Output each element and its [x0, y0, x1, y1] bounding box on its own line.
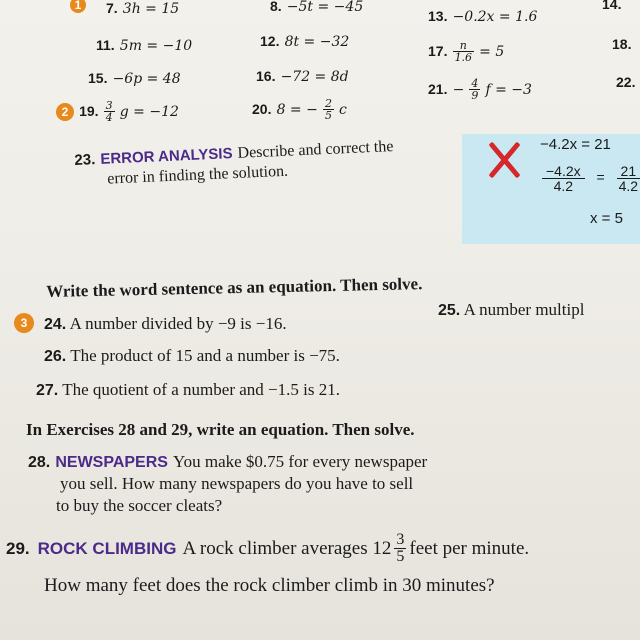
exercise-29-line-1a: A rock climber averages 12 — [182, 537, 392, 559]
exercise-number: 24. — [44, 316, 67, 333]
exercise-28 — [28, 452, 427, 516]
exercise-24 — [44, 314, 287, 334]
exercise-11 — [96, 35, 192, 54]
equation-lhs: − — [452, 82, 465, 98]
exercise-23 — [74, 136, 395, 190]
fraction-left: $\frac{-4.2x}{4.2}$ — [542, 164, 585, 193]
section-heading-exercises-28-29: In Exercises 28 and 29, write an equation. Then solve. — [26, 420, 415, 439]
exercise-number: 11. — [96, 37, 115, 53]
equation-rest: c — [339, 102, 347, 118]
exercise-text: The quotient of a number and −1.5 is 21. — [62, 380, 340, 399]
exercise-number: 16. — [256, 68, 276, 84]
exercise-number: 21. — [428, 81, 448, 97]
equation-rest: g = −12 — [119, 104, 179, 120]
equation: −6p = 48 — [112, 71, 181, 87]
exercise-27 — [36, 380, 340, 400]
exercise-28-line-1: You make $0.75 for every newspaper — [173, 452, 428, 471]
exercise-21 — [428, 78, 532, 101]
equals-sign: = — [596, 169, 605, 186]
exercise-number: 12. — [260, 33, 280, 49]
equation: −5t = −45 — [286, 0, 364, 15]
mixed-fraction: $\frac{3}{5}$ — [396, 531, 405, 565]
exercise-number: 28. — [28, 454, 51, 471]
error-line-2 — [542, 164, 640, 193]
exercise-number: 29. — [6, 538, 30, 558]
error-line-1: −4.2x = 21 — [540, 136, 611, 153]
red-x-icon — [484, 140, 524, 180]
exercise-text: A number divided by −9 is −16. — [69, 314, 287, 333]
section-badge-3: 3 — [14, 312, 34, 333]
exercise-number: 20. — [252, 101, 272, 117]
exercise-number: 14. — [602, 0, 622, 12]
exercise-20 — [252, 98, 347, 121]
exercise-22 — [616, 72, 635, 91]
exercise-28-line-3: to buy the soccer cleats? — [56, 496, 223, 515]
exercise-number: 7. — [106, 0, 118, 16]
fraction-right: $\frac{21}{4.2}$ — [618, 163, 639, 194]
exercise-15 — [88, 68, 181, 87]
exercise-number: 25. — [438, 302, 461, 319]
exercise-14 — [602, 0, 621, 13]
exercise-7 — [106, 0, 179, 17]
exercise-18 — [612, 34, 631, 53]
equation-rest: f = −3 — [485, 82, 532, 98]
section-heading-word-sentences: Write the word sentence as an equation. Then solve. — [46, 274, 423, 301]
fraction: $\frac{4}{9}$ — [471, 77, 479, 102]
exercise-number: 22. — [616, 74, 636, 90]
exercise-number: 17. — [428, 43, 448, 59]
exercise-number: 8. — [270, 0, 282, 14]
equation: −72 = 8d — [280, 69, 349, 85]
error-analysis-text-1: Describe and correct the — [237, 138, 394, 162]
equation: 3h = 15 — [122, 1, 180, 17]
equation: −0.2x = 1.6 — [452, 9, 538, 25]
exercise-text: A number multipl — [463, 300, 585, 319]
exercise-16 — [256, 66, 349, 85]
exercise-8 — [270, 0, 363, 15]
exercise-number: 27. — [36, 382, 59, 399]
exercise-number: 15. — [88, 70, 108, 86]
rock-climbing-label: ROCK CLIMBING — [37, 538, 177, 558]
section-badge: 2 — [56, 103, 74, 121]
exercise-25 — [438, 300, 584, 320]
badge-1: 1 — [70, 0, 86, 13]
exercise-29-line-1b: feet per minute. — [409, 537, 530, 559]
equation-rest: = 5 — [479, 44, 505, 60]
exercise-number: 19. — [79, 103, 99, 119]
exercise-number: 23. — [74, 151, 96, 169]
fraction: $\frac{2}{5}$ — [324, 97, 332, 122]
error-line-3: x = 5 — [590, 210, 623, 227]
error-analysis-text-2: error in finding the solution. — [106, 162, 289, 188]
fraction: $\frac{n}{1.6}$ — [454, 39, 473, 64]
exercise-text: The product of 15 and a number is −75. — [70, 346, 340, 365]
error-analysis-label: ERROR ANALYSIS — [100, 145, 233, 168]
exercise-number: 26. — [44, 348, 67, 365]
exercise-13 — [428, 6, 537, 25]
newspapers-label: NEWSPAPERS — [55, 454, 168, 471]
exercise-29 — [6, 532, 529, 597]
equation-lhs: 8 = − — [276, 102, 318, 118]
exercise-12 — [260, 31, 349, 50]
exercise-28-line-2: you sell. How many newspapers do you have to sell — [60, 474, 414, 493]
fraction: $\frac{3}{4}$ — [105, 99, 113, 124]
equation: 5m = −10 — [119, 38, 193, 54]
exercise-number: 18. — [612, 36, 632, 52]
equation: 8t = −32 — [284, 34, 350, 50]
exercise-17 — [428, 40, 504, 63]
exercise-19 — [56, 100, 179, 123]
exercise-number: 13. — [428, 8, 448, 24]
exercise-29-line-2: How many feet does the rock climber climb in 30 minutes? — [44, 575, 495, 596]
exercise-26 — [44, 346, 340, 366]
